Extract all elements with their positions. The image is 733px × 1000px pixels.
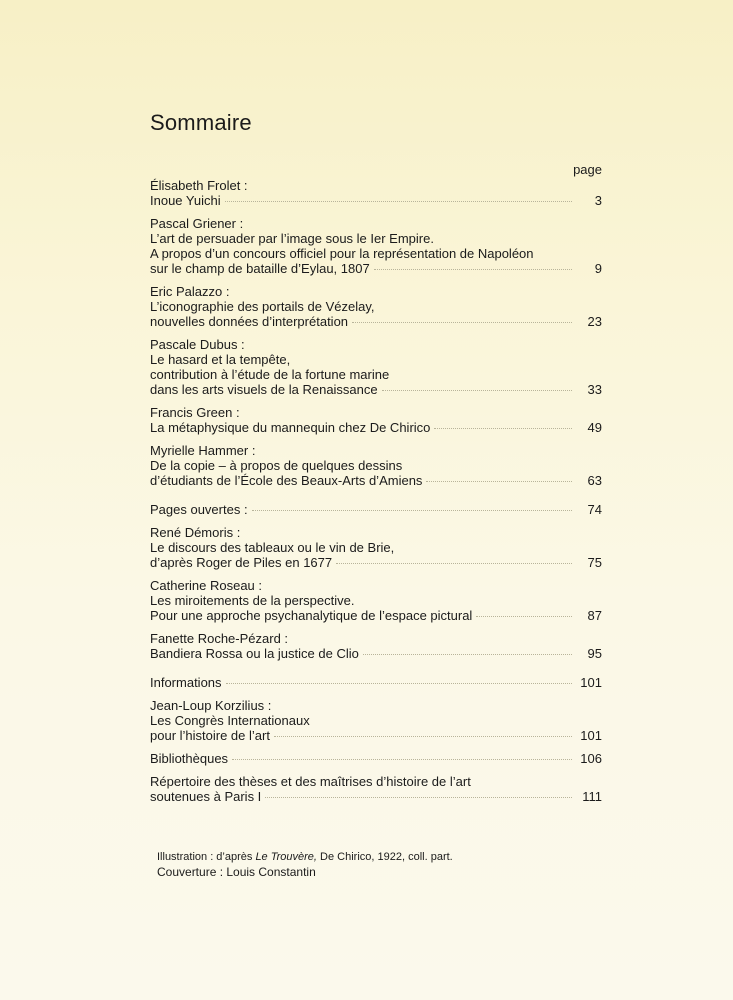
dot-leader — [382, 390, 572, 391]
toc-entry-title-line: sur le champ de bataille d’Eylau, 1807 — [150, 261, 370, 276]
toc-entry-last-line — [150, 261, 602, 276]
toc-entry-title-line: L’iconographie des portails de Vézelay, — [150, 299, 375, 314]
toc-entry-page-number: 9 — [594, 261, 602, 276]
toc-entry-page-number: 3 — [594, 193, 602, 208]
illustration-credit-suffix: De Chirico, 1922, coll. part. — [317, 851, 453, 863]
dot-leader — [434, 428, 572, 429]
toc-entry — [150, 216, 602, 276]
toc-entry-author: Élisabeth Frolet : — [150, 178, 248, 193]
illustration-credit — [157, 850, 453, 865]
dot-leader — [265, 797, 572, 798]
toc-entry-last-line — [150, 646, 602, 661]
toc-entry — [150, 525, 602, 570]
dot-leader — [232, 759, 572, 760]
toc-entry-page-number: 101 — [580, 728, 602, 743]
illustration-credit-work: Le Trouvère, — [255, 851, 317, 863]
toc-entry-page-number: 75 — [587, 555, 602, 570]
toc-entry-author: Catherine Roseau : — [150, 578, 263, 593]
toc-entry-title-line: dans les arts visuels de la Renaissance — [150, 382, 378, 397]
toc-entry — [150, 675, 602, 690]
toc-entry-author: Jean-Loup Korzilius : — [150, 698, 272, 713]
page-column-header: page — [573, 162, 602, 177]
dot-leader — [336, 563, 572, 564]
toc-entry-title-line: Le discours des tableaux ou le vin de Brie, — [150, 540, 395, 555]
toc-entry-last-line — [150, 789, 602, 804]
toc-entry-title-line: Les Congrès Internationaux — [150, 713, 310, 728]
toc-entry-author: Fanette Roche-Pézard : — [150, 631, 289, 646]
toc-entry-last-line — [150, 728, 602, 743]
dot-leader — [226, 683, 572, 684]
toc-entry-title-line: contribution à l’étude de la fortune marine — [150, 367, 390, 382]
toc-entry-author: Pascale Dubus : — [150, 337, 245, 352]
page-title: Sommaire — [150, 110, 252, 135]
toc-entry-page-number: 33 — [587, 382, 602, 397]
toc-entry-last-line — [150, 473, 602, 488]
toc-entry-page-number: 87 — [587, 608, 602, 623]
toc-entry-last-line — [150, 382, 602, 397]
toc-entry-author: René Démoris : — [150, 525, 241, 540]
dot-leader — [476, 616, 572, 617]
toc-entry-title-line: Inoue Yuichi — [150, 193, 221, 208]
cover-credit: Couverture : Louis Constantin — [157, 865, 316, 879]
toc-entry — [150, 631, 602, 661]
toc-entry-last-line — [150, 608, 602, 623]
toc-entry — [150, 178, 602, 208]
toc-entry-title-line: Pour une approche psychanalytique de l’espace pictural — [150, 608, 473, 623]
toc-entry — [150, 405, 602, 435]
dot-leader — [363, 654, 572, 655]
dot-leader — [374, 269, 572, 270]
toc-entry — [150, 751, 602, 766]
toc-entry-title-line: d’après Roger de Piles en 1677 — [150, 555, 333, 570]
toc-entry — [150, 578, 602, 623]
toc-entry-author: Francis Green : — [150, 405, 240, 420]
toc-entry — [150, 698, 602, 743]
toc-entry-page-number: 49 — [587, 420, 602, 435]
dot-leader — [352, 322, 572, 323]
toc-entry-title-line: Le hasard et la tempête, — [150, 352, 291, 367]
toc-entry-last-line — [150, 314, 602, 329]
dot-leader — [252, 510, 572, 511]
toc-entry-title: Bibliothèques — [150, 751, 229, 766]
toc-entry-page-number: 74 — [587, 502, 602, 517]
toc-entry-title-line: Bandiera Rossa ou la justice de Clio — [150, 646, 359, 661]
toc-entry-title-line: La métaphysique du mannequin chez De Chirico — [150, 420, 431, 435]
toc-entry-title-line: pour l’histoire de l’art — [150, 728, 270, 743]
toc-entry-page-number: 23 — [587, 314, 602, 329]
dot-leader — [426, 481, 572, 482]
toc-entry — [150, 337, 602, 397]
toc-entry — [150, 774, 602, 804]
toc-entry-author: Myrielle Hammer : — [150, 443, 256, 458]
toc-entry — [150, 284, 602, 329]
toc-entry-page-number: 106 — [580, 751, 602, 766]
toc-entry-last-line — [150, 751, 602, 766]
toc-entry-page-number: 111 — [582, 789, 602, 804]
toc-entry-page-number: 63 — [587, 473, 602, 488]
credits — [157, 850, 453, 880]
toc-entry-last-line — [150, 502, 602, 517]
toc-entry-last-line — [150, 675, 602, 690]
toc-entry-last-line — [150, 555, 602, 570]
illustration-credit-prefix: Illustration : d’après — [157, 851, 256, 863]
toc-entry-last-line — [150, 420, 602, 435]
toc-entry-author: Pascal Griener : — [150, 216, 244, 231]
toc-entry-page-number: 101 — [580, 675, 602, 690]
toc-entry-title-line: soutenues à Paris I — [150, 789, 262, 804]
dot-leader — [274, 736, 572, 737]
toc-entry-page-number: 95 — [587, 646, 602, 661]
toc-entry — [150, 443, 602, 488]
toc-entry-title-line: A propos d’un concours officiel pour la représentation de Napoléon — [150, 246, 534, 261]
toc-entry-title-line: nouvelles données d’interprétation — [150, 314, 349, 329]
table-of-contents — [150, 178, 602, 804]
toc-entry-author: Répertoire des thèses et des maîtrises d’histoire de l’art — [150, 774, 471, 789]
dot-leader — [225, 201, 572, 202]
toc-entry-title-line: De la copie – à propos de quelques dessins — [150, 458, 403, 473]
toc-entry-title-line: L’art de persuader par l’image sous le Ier Empire. — [150, 231, 434, 246]
toc-entry — [150, 502, 602, 517]
toc-entry-title-line: d’étudiants de l’École des Beaux-Arts d’Amiens — [150, 473, 423, 488]
toc-entry-title: Pages ouvertes : — [150, 502, 248, 517]
toc-entry-author: Eric Palazzo : — [150, 284, 230, 299]
toc-entry-title-line: Les miroitements de la perspective. — [150, 593, 355, 608]
toc-entry-last-line — [150, 193, 602, 208]
toc-entry-title: Informations — [150, 675, 222, 690]
